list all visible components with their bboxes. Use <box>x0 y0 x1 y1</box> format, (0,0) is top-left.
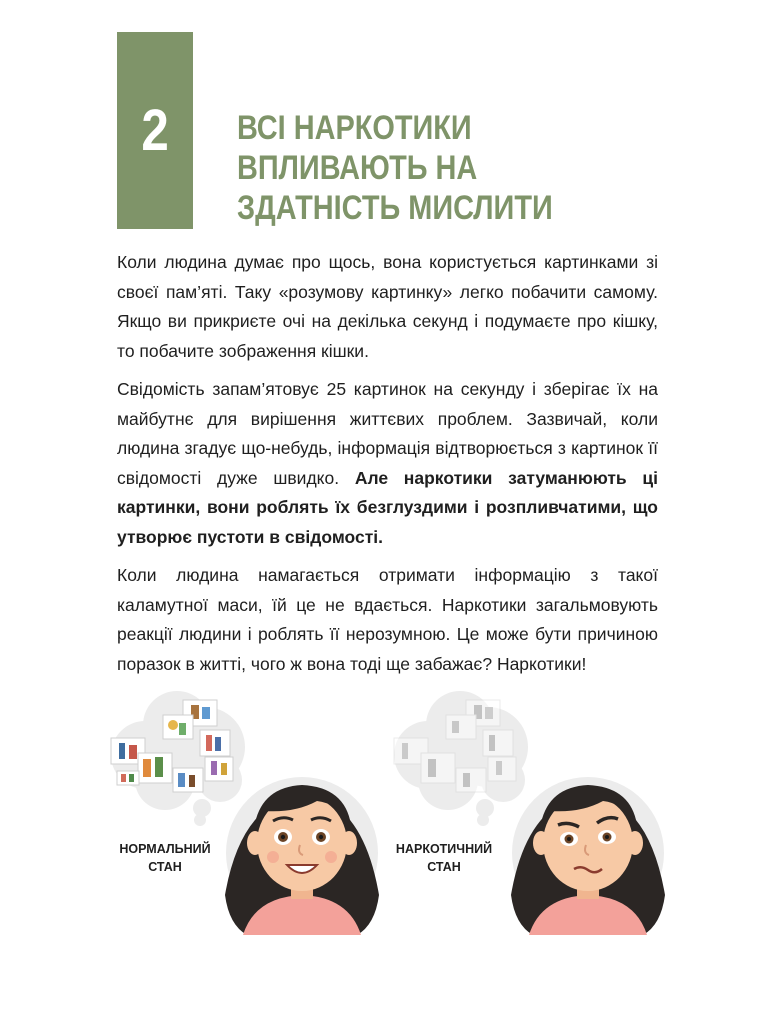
title-line-1: ВСІ НАРКОТИКИ <box>237 109 472 147</box>
smiling-girl-face <box>225 777 379 935</box>
body-text <box>117 248 658 688</box>
normal-state-picture <box>105 685 395 935</box>
drugged-state-picture <box>388 685 678 935</box>
drugged-state-illustration <box>388 685 678 935</box>
drugged-label-line-2: СТАН <box>427 860 461 874</box>
section-number: 2 <box>141 98 169 163</box>
section-title <box>237 108 594 228</box>
paragraph-2-text: Свідомість запам’ятовує 25 картинок на секунду і зберігає їх на майбутнє для вирішення життєвих проблем. Зазвичай, коли людина згадує що-небудь, інформація відтворюється з картинок її свідомості дуже швидко. <box>117 379 658 488</box>
paragraph-2-bold: Але наркотики затуманюють ці картинки, вони роблять їх безглуздими і розпливчатими, що утворює пустоти в свідомості. <box>117 467 658 547</box>
normal-label-line-2: СТАН <box>148 860 182 874</box>
paragraph-3: Коли людина намагається отримати інформацію з такої каламутної маси, їй це не вдається. Наркотики загальмовують реакції людини і роблять її нерозумною. Це може бути причиною поразок в житті, чого ж вона тоді ще забажає? Наркотики! <box>117 565 658 674</box>
paragraph-1: Коли людина думає про щось, вона користується картинками зі своєї пам’яті. Таку «розумову картинку» легко побачити самому. Якщо ви прикриєте очі на декілька секунд і подумаєте про кішку, то побачите зображення кішки. <box>117 252 658 361</box>
section-number-block <box>117 32 193 229</box>
normal-state-illustration <box>105 685 395 935</box>
title-line-2: ВПЛИВАЮТЬ НА <box>237 149 478 187</box>
paragraph-2 <box>117 375 658 552</box>
drugged-label-line-1: НАРКОТИЧНИЙ <box>395 842 493 856</box>
confused-girl-face <box>511 777 665 935</box>
drugged-state-label <box>384 840 504 876</box>
title-line-3: ЗДАТНІСТЬ МИСЛИТИ <box>237 189 553 227</box>
normal-label-line-1: НОРМАЛЬНИЙ <box>119 842 211 856</box>
normal-state-label <box>105 840 225 876</box>
